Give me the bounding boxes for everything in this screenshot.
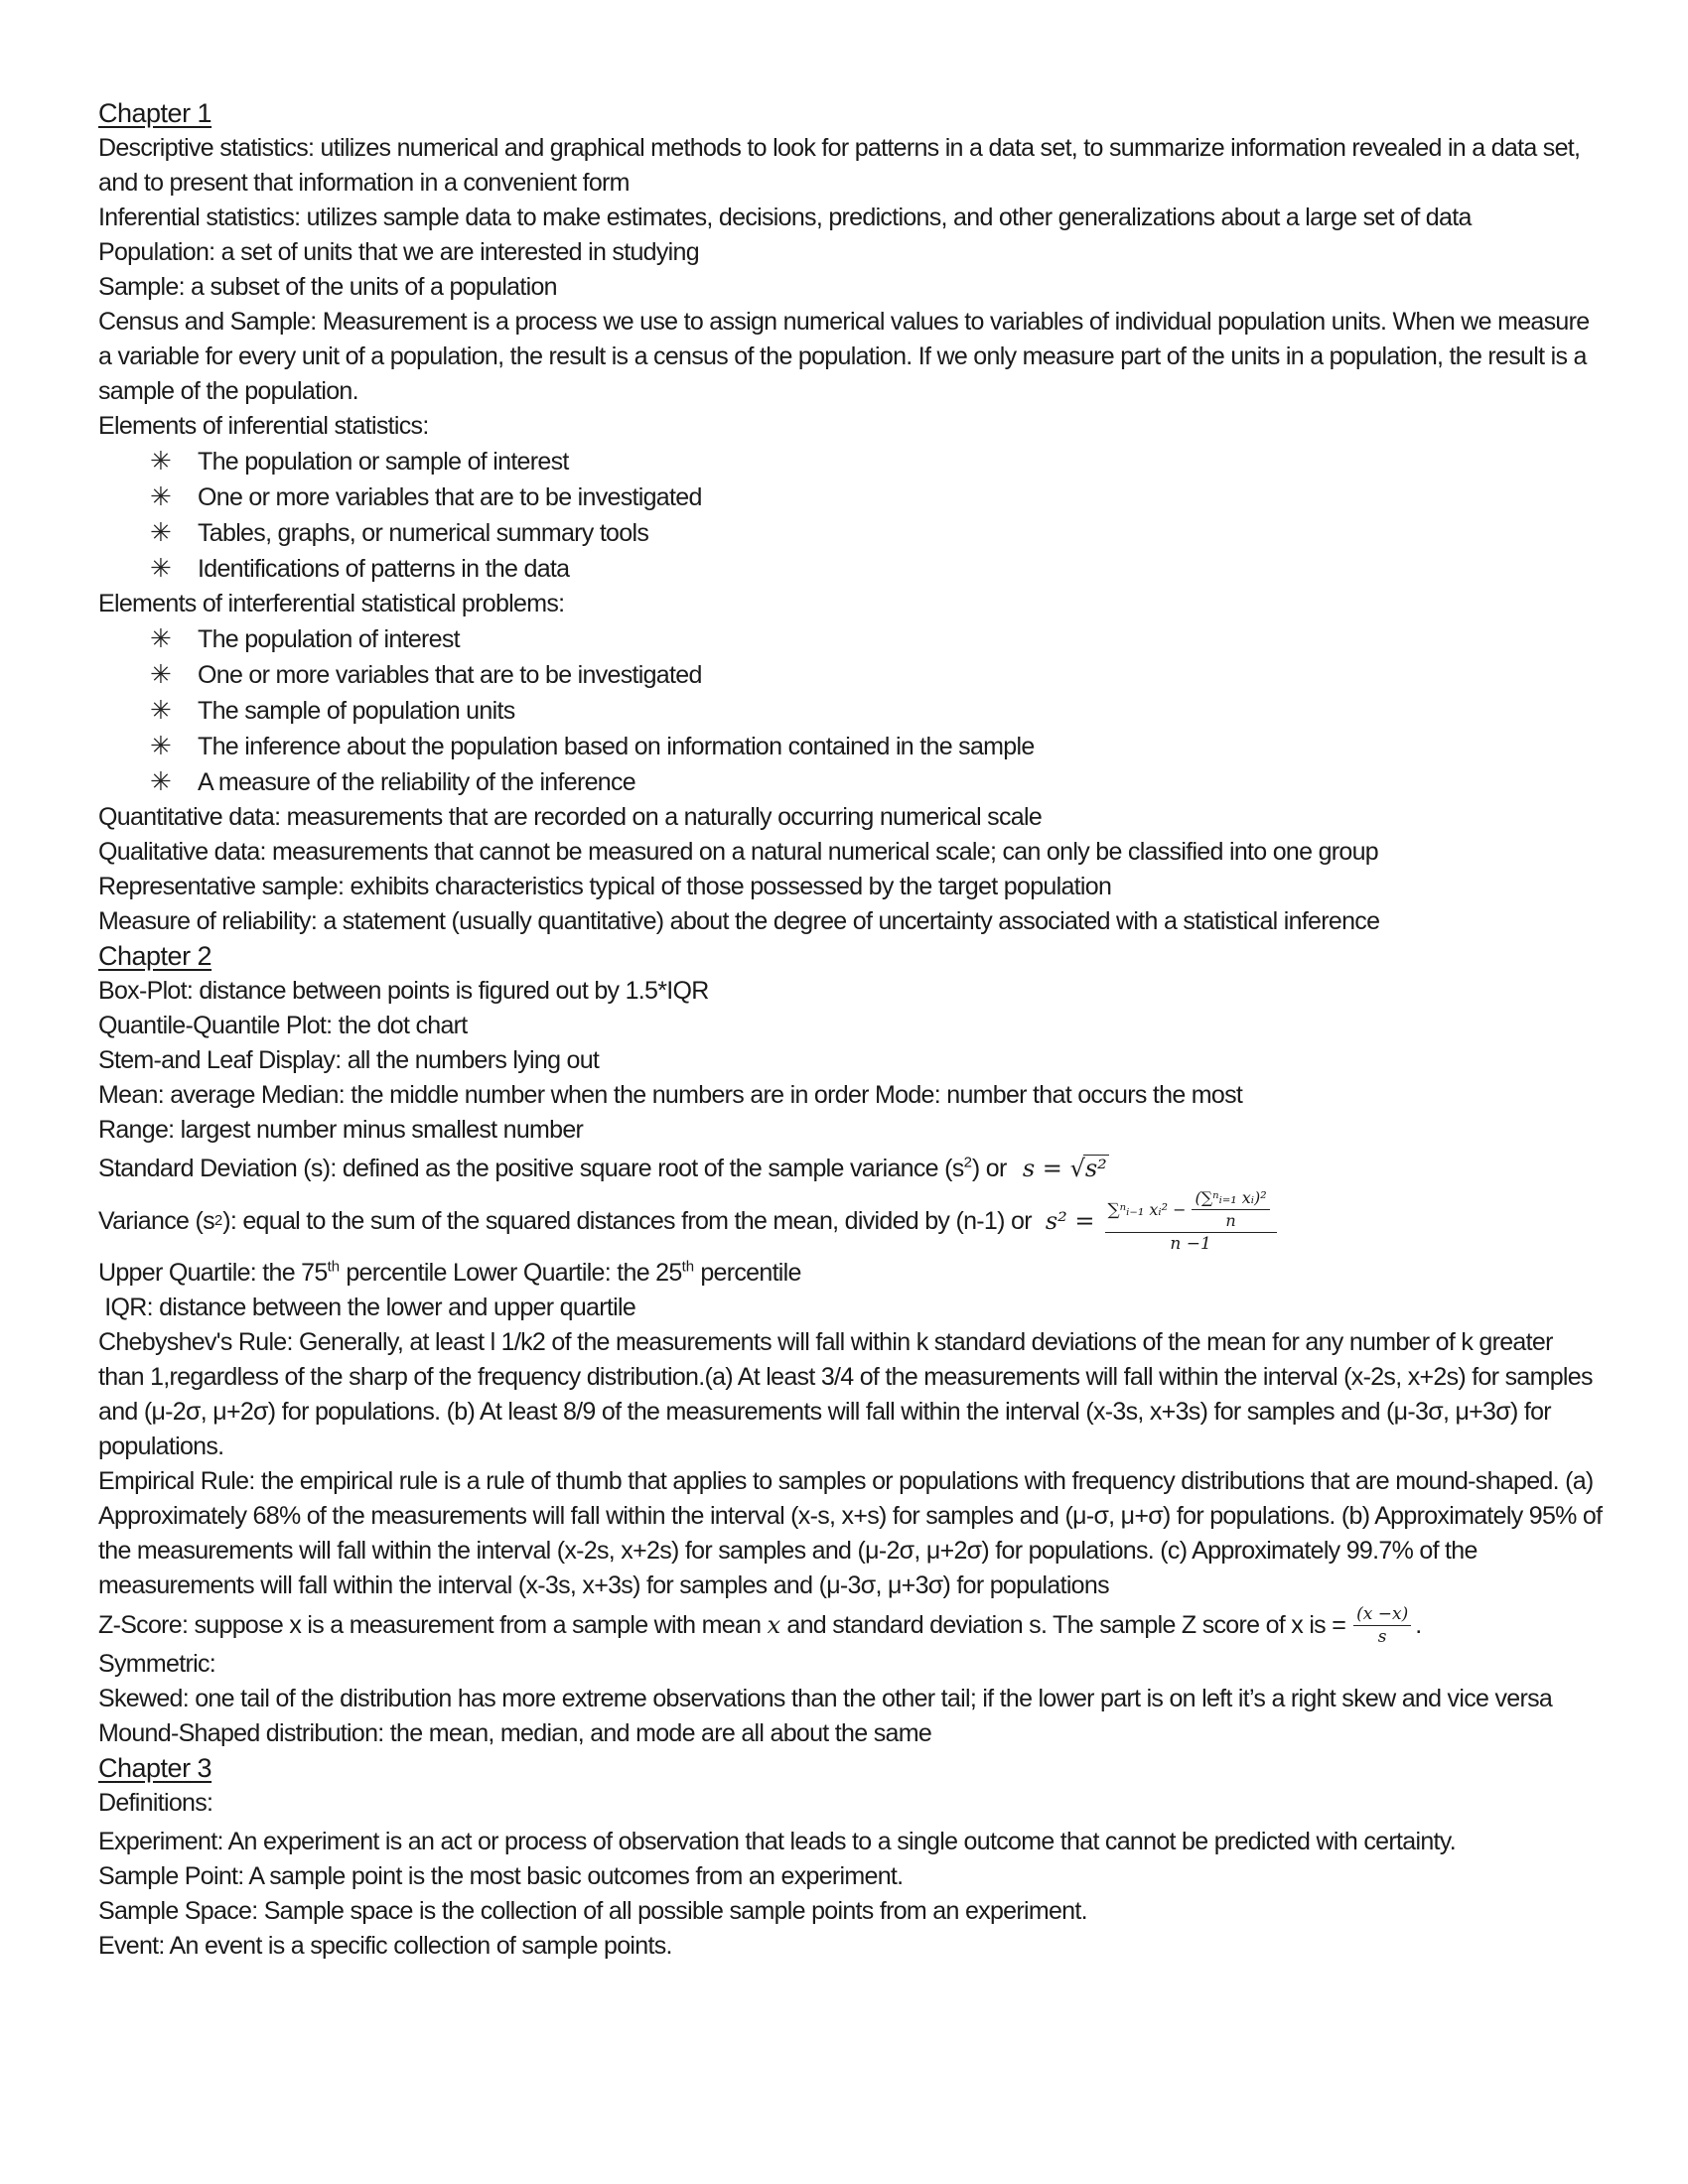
sample-space-definition: Sample Space: Sample space is the collection of all possible sample points from an experiment. bbox=[98, 1897, 1087, 1925]
qq-plot-definition: Quantile-Quantile Plot: the dot chart bbox=[98, 1012, 468, 1039]
qualitative-data-definition: Qualitative data: measurements that cannot be measured on a natural numerical scale; can only be classified into one group bbox=[98, 838, 1379, 866]
definitions-label: Definitions: bbox=[98, 1789, 213, 1817]
sqrt-icon: √ bbox=[1069, 1155, 1085, 1182]
chapter-3-heading: Chapter 3 bbox=[98, 1753, 212, 1783]
chebyshev-rule: Chebyshev's Rule: Generally, at least l 1/k2 of the measurements will fall within k standard deviations of the mean for any number of k greater than 1,regardless of the sharp of the frequency distribution.(a) At least 3/4 of the measurements will fall within the interval (x-2s, x+2s) for samples and (μ-2σ, μ+2σ) for populations. (b) At least 8/9 of the measurements will fall within the interval (x-3s, x+3s) for samples and (μ-3σ, μ+3σ) for populations. bbox=[98, 1328, 1593, 1460]
sample-point-definition: Sample Point: A sample point is the most basic outcomes from an experiment. bbox=[98, 1862, 904, 1890]
asterisk-bullet-icon: ✳ bbox=[150, 623, 172, 653]
variance-inner-fraction: $\frac{\text{(∑ⁿᵢ₌₁ xᵢ)²}}{n}$ bbox=[1192, 1187, 1269, 1232]
chapter-2-heading: Chapter 2 bbox=[98, 941, 212, 971]
list-item: ✳ The inference about the population based on information contained in the sample bbox=[150, 729, 1603, 764]
z-score-definition: Z-Score: suppose x is a measurement from a sample with mean x and standard deviation s. The sample Z score of x is = $\frac{(x -x)}{s}$ . bbox=[98, 1603, 1422, 1647]
range-definition: Range: largest number minus smallest number bbox=[98, 1116, 584, 1144]
list-item: ✳ Tables, graphs, or numerical summary tools bbox=[150, 515, 1603, 551]
list-item: ✳ The population or sample of interest bbox=[150, 444, 1603, 479]
variance-definition: Variance (s 2 ): equal to the sum of the squared distances from the mean, divided by (n-1) or s² = ∑ ⁿᵢ₋₁ xᵢ² − $\frac{\text{(∑ⁿᵢ₌₁ xᵢ)²}}{n}$ n −1 bbox=[98, 1186, 1603, 1256]
variance-formula-lhs: s² = bbox=[1045, 1206, 1095, 1235]
asterisk-bullet-icon: ✳ bbox=[150, 446, 172, 476]
mean-median-mode-definition: Mean: average Median: the middle number when the numbers are in order Mode: number that occurs the most bbox=[98, 1081, 1243, 1109]
list-item: ✳ One or more variables that are to be investigated bbox=[150, 479, 1603, 515]
descriptive-statistics-definition: Descriptive statistics: utilizes numerical and graphical methods to look for patterns in a data set, to summarize information revealed in a data set, and to present that information in a convenient form bbox=[98, 134, 1581, 197]
asterisk-bullet-icon: ✳ bbox=[150, 481, 172, 511]
standard-deviation-definition: Standard Deviation (s): defined as the positive square root of the sample variance $(s^2)$ or s = √s² bbox=[98, 1154, 1107, 1182]
list-item: ✳ Identifications of patterns in the data bbox=[150, 551, 1603, 587]
mound-shaped-definition: Mound-Shaped distribution: the mean, median, and mode are all about the same bbox=[98, 1719, 932, 1747]
elements-heading: Elements of inferential statistics: bbox=[98, 412, 429, 440]
elements-list bbox=[98, 444, 1603, 587]
experiment-definition: Experiment: An experiment is an act or process of observation that leads to a single outcome that cannot be predicted with certainty. bbox=[98, 1828, 1456, 1855]
inferential-statistics-definition: Inferential statistics: utilizes sample data to make estimates, decisions, predictions, and other generalizations about a large set of data bbox=[98, 204, 1472, 231]
quantitative-data-definition: Quantitative data: measurements that are recorded on a naturally occurring numerical scale bbox=[98, 803, 1043, 831]
variance-formula: ∑ ⁿᵢ₋₁ xᵢ² − $\frac{\text{(∑ⁿᵢ₌₁ xᵢ)²}}{n}$ n −1 bbox=[1105, 1187, 1277, 1255]
asterisk-bullet-icon: ✳ bbox=[150, 659, 172, 689]
reliability-definition: Measure of reliability: a statement (usually quantitative) about the degree of uncertainty associated with a statistical inference bbox=[98, 907, 1380, 935]
iqr-definition: IQR: distance between the lower and upper quartile bbox=[98, 1294, 636, 1321]
population-definition: Population: a set of units that we are interested in studying bbox=[98, 238, 699, 266]
skewed-definition: Skewed: one tail of the distribution has more extreme observations than the other tail; if the lower part is on left it’s a right skew and vice versa bbox=[98, 1685, 1553, 1712]
list-item: ✳ One or more variables that are to be investigated bbox=[150, 657, 1603, 693]
z-score-formula: $\frac{(x -x)}{s}$ bbox=[1353, 1603, 1411, 1648]
asterisk-bullet-icon: ✳ bbox=[150, 731, 172, 760]
problems-list bbox=[98, 621, 1603, 800]
sample-definition: Sample: a subset of the units of a population bbox=[98, 273, 557, 301]
asterisk-bullet-icon: ✳ bbox=[150, 695, 172, 725]
problems-heading: Elements of interferential statistical problems: bbox=[98, 590, 565, 617]
list-item: ✳ The sample of population units bbox=[150, 693, 1603, 729]
chapter-1-heading: Chapter 1 bbox=[98, 98, 212, 128]
stem-leaf-definition: Stem-and Leaf Display: all the numbers lying out bbox=[98, 1046, 600, 1074]
asterisk-bullet-icon: ✳ bbox=[150, 517, 172, 547]
list-item: ✳ The population of interest bbox=[150, 621, 1603, 657]
asterisk-bullet-icon: ✳ bbox=[150, 553, 172, 583]
symmetric-definition: Symmetric: bbox=[98, 1650, 216, 1678]
list-item: ✳ A measure of the reliability of the inference bbox=[150, 764, 1603, 800]
census-definition: Census and Sample: Measurement is a process we use to assign numerical values to variables of individual population units. When we measure a variable for every unit of a population, the result is a census of the population. If we only measure part of the units in a population, the result is a sample of the population. bbox=[98, 308, 1590, 405]
notes-content bbox=[98, 96, 1603, 1964]
sd-formula: s = √s² bbox=[1022, 1155, 1107, 1182]
boxplot-definition: Box-Plot: distance between points is figured out by 1.5*IQR bbox=[98, 977, 709, 1005]
asterisk-bullet-icon: ✳ bbox=[150, 766, 172, 796]
empirical-rule: Empirical Rule: the empirical rule is a rule of thumb that applies to samples or populations with frequency distributions that are mound-shaped. (a) Approximately 68% of the measurements will fall within the interval (x-s, x+s) for samples and (μ-σ, μ+σ) for populations. (b) Approximately 95% of the measurements will fall within the interval (x-2s, x+2s) for samples and (μ-2σ, μ+2σ) for populations. (c) Approximately 99.7% of the measurements will fall within the interval (x-3s, x+3s) for samples and (μ-3σ, μ+3σ) for populations bbox=[98, 1467, 1603, 1599]
representative-sample-definition: Representative sample: exhibits characteristics typical of those possessed by the target population bbox=[98, 873, 1112, 900]
quartile-definition: Upper Quartile: the 75th percentile Lower Quartile: the 25th percentile bbox=[98, 1258, 801, 1287]
event-definition: Event: An event is a specific collection of sample points. bbox=[98, 1932, 672, 1960]
